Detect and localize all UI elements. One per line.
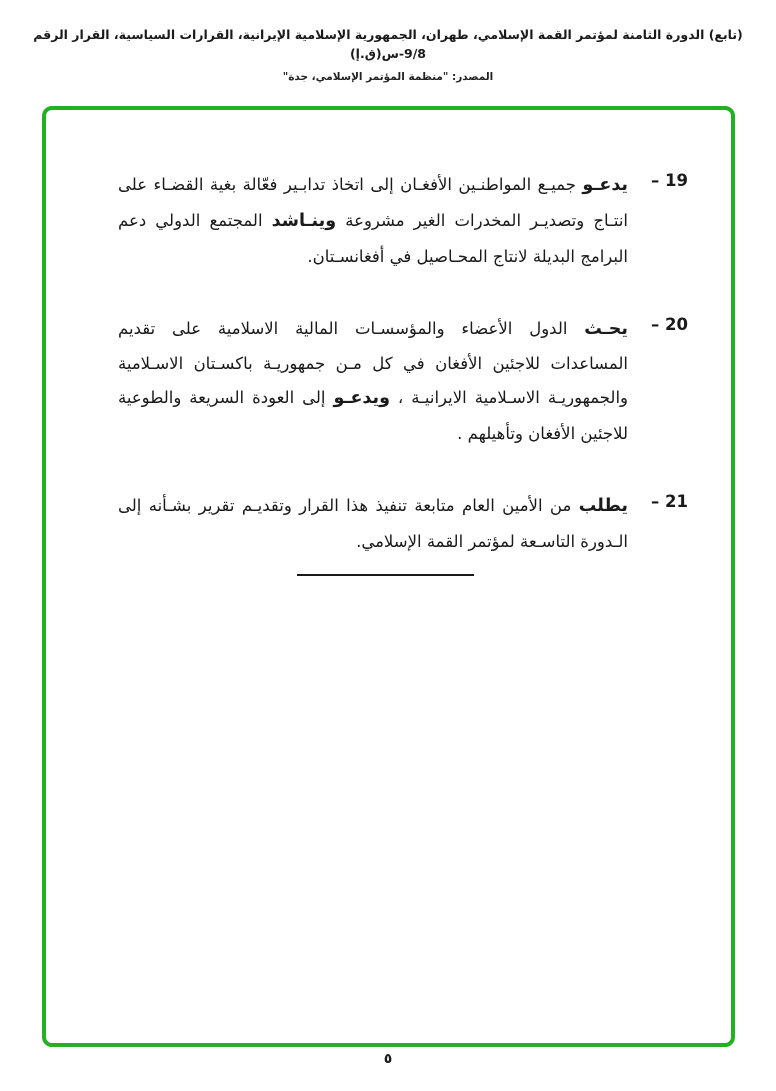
item-number: 20 –: [651, 314, 688, 334]
header-source: المصدر: "منظمة المؤتمر الإسلامي، جدة": [282, 70, 494, 83]
item-text-segment: الدول الأعضاء والمؤسسـات المالية الاسلامية على تقديم المساعدات للاجئين الأفغان في كل مـن جمهوريـة باكسـتان الاسـلامية والجمهوريـة الاسـلامية الايرانيـة ،: [118, 318, 628, 408]
resolution-item: [118, 168, 688, 274]
item-text-segment: إلى العودة السريعة والطوعية للاجئين الأفغان وتأهيلهم .: [118, 388, 628, 444]
resolution-items: [118, 168, 688, 597]
item-keyword: يحـث: [584, 318, 628, 339]
item-text-segment: المجتمع الدولي دعم البرامج البديلة لانتاج المحـاصيل في أفغانسـتان.: [118, 210, 628, 266]
item-number: 19 –: [651, 171, 688, 190]
item-keyword: وينـاشد: [271, 210, 337, 231]
item-text-segment: جميـع المواطنـين الأفغـان إلى اتخاذ تدابـير فعّالة بغية القضـاء على انتـاج وتصديـر المخدرات الغير مشروعة: [118, 175, 629, 230]
resolution-item: [118, 489, 688, 559]
resolution-item: [118, 312, 688, 451]
section-divider: [297, 574, 474, 576]
item-keyword: يدعـو: [582, 175, 628, 195]
document-header: [20, 26, 756, 83]
item-keyword: ويدعـو: [333, 388, 390, 409]
item-number: 21 –: [651, 491, 688, 511]
item-text: [118, 312, 628, 451]
item-text-segment: من الأمين العام متابعة تنفيذ هذا القرار وتقديـم تقرير بشـأنه إلى الـدورة التاسـعة لمؤتمر القمة الإسلامي.: [118, 495, 628, 551]
item-text: [118, 168, 628, 274]
item-keyword: يطلب: [578, 495, 628, 516]
item-text: [118, 489, 628, 559]
page-number: ٥: [383, 1051, 393, 1067]
header-title: (تابع) الدورة الثامنة لمؤتمر القمة الإسلامي، طهران، الجمهورية الإسلامية الإيرانية، القرارات السياسية، القرار الرقم 9/8-س(ق.إ): [33, 27, 743, 61]
